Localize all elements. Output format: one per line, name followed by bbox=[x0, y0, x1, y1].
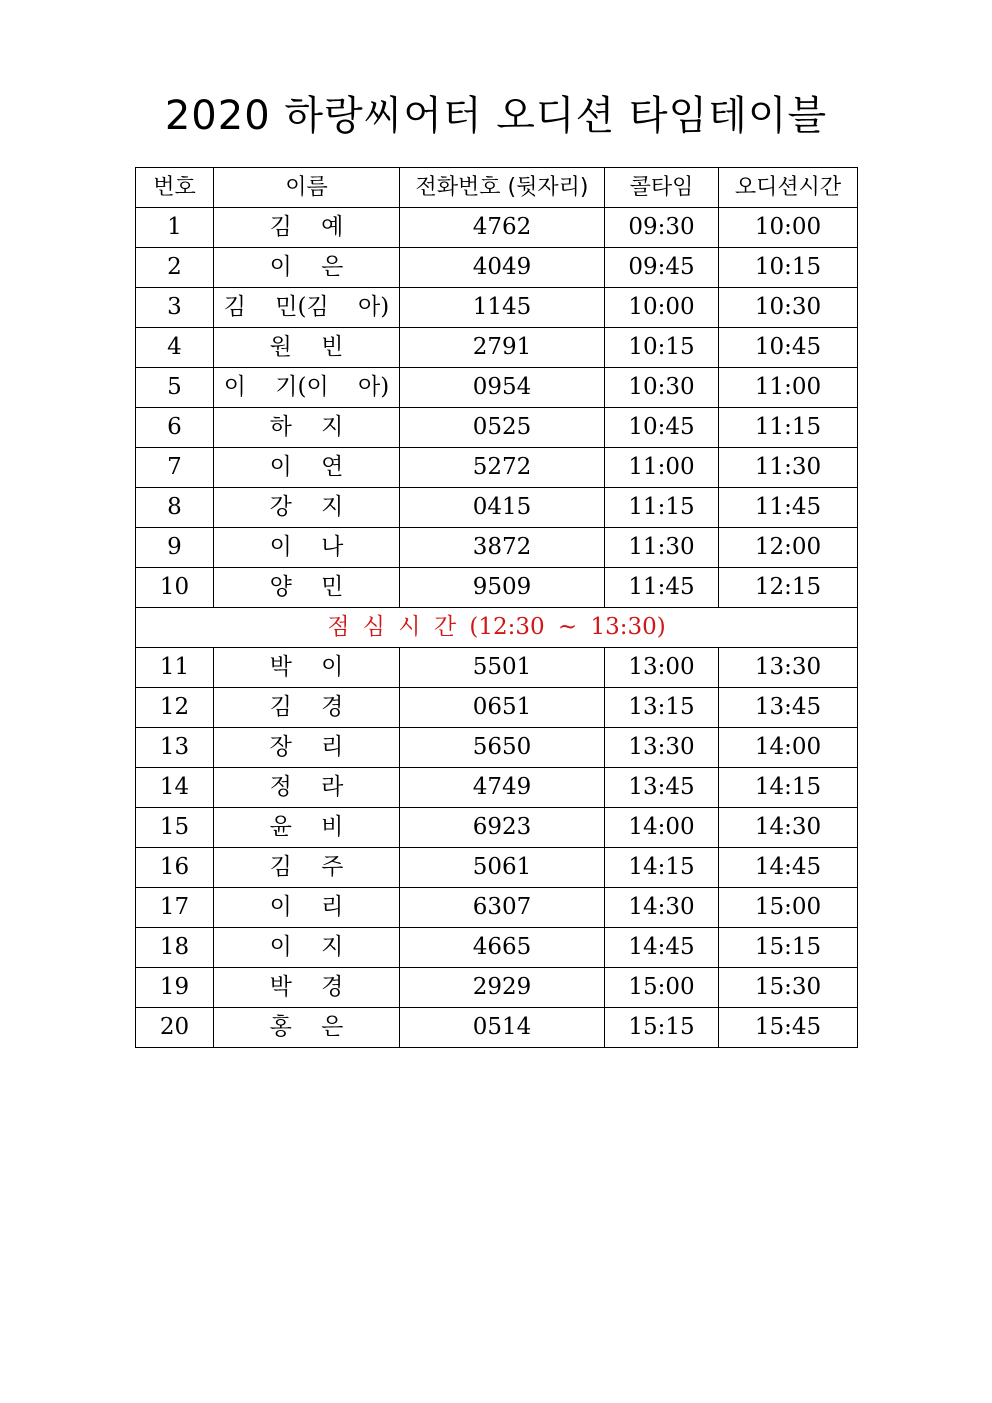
table-row bbox=[136, 208, 858, 248]
row-name: 박 이 bbox=[214, 648, 400, 688]
row-number: 17 bbox=[136, 888, 214, 928]
table-row bbox=[136, 768, 858, 808]
row-call-time: 14:15 bbox=[605, 848, 719, 888]
row-call-time: 09:45 bbox=[605, 248, 719, 288]
table-row bbox=[136, 648, 858, 688]
table-row bbox=[136, 488, 858, 528]
row-audition-time: 14:30 bbox=[719, 808, 858, 848]
row-audition-time: 11:00 bbox=[719, 368, 858, 408]
row-audition-time: 11:30 bbox=[719, 448, 858, 488]
lunch-break-row bbox=[136, 608, 858, 648]
row-call-time: 10:00 bbox=[605, 288, 719, 328]
header-number: 번호 bbox=[136, 168, 214, 208]
row-name: 이 기(이 아) bbox=[214, 368, 400, 408]
row-audition-time: 10:30 bbox=[719, 288, 858, 328]
row-call-time: 15:15 bbox=[605, 1008, 719, 1048]
row-number: 11 bbox=[136, 648, 214, 688]
table-row bbox=[136, 288, 858, 328]
row-call-time: 13:15 bbox=[605, 688, 719, 728]
row-call-time: 11:15 bbox=[605, 488, 719, 528]
row-phone: 0514 bbox=[400, 1008, 605, 1048]
row-number: 15 bbox=[136, 808, 214, 848]
row-number: 7 bbox=[136, 448, 214, 488]
row-number: 6 bbox=[136, 408, 214, 448]
row-phone: 5501 bbox=[400, 648, 605, 688]
row-name: 이 나 bbox=[214, 528, 400, 568]
row-phone: 0651 bbox=[400, 688, 605, 728]
row-call-time: 09:30 bbox=[605, 208, 719, 248]
row-audition-time: 14:15 bbox=[719, 768, 858, 808]
table-row bbox=[136, 448, 858, 488]
row-name: 장 리 bbox=[214, 728, 400, 768]
table-row bbox=[136, 568, 858, 608]
row-phone: 4749 bbox=[400, 768, 605, 808]
lunch-break-label: 점 심 시 간 (12:30 ~ 13:30) bbox=[136, 608, 858, 648]
row-name: 김 민(김 아) bbox=[214, 288, 400, 328]
table-row bbox=[136, 248, 858, 288]
row-call-time: 14:30 bbox=[605, 888, 719, 928]
row-name: 김 예 bbox=[214, 208, 400, 248]
row-call-time: 14:45 bbox=[605, 928, 719, 968]
row-name: 이 리 bbox=[214, 888, 400, 928]
row-phone: 2929 bbox=[400, 968, 605, 1008]
row-name: 김 경 bbox=[214, 688, 400, 728]
row-audition-time: 10:45 bbox=[719, 328, 858, 368]
row-number: 1 bbox=[136, 208, 214, 248]
row-name: 양 민 bbox=[214, 568, 400, 608]
row-number: 18 bbox=[136, 928, 214, 968]
row-name: 정 라 bbox=[214, 768, 400, 808]
row-audition-time: 12:15 bbox=[719, 568, 858, 608]
table-row bbox=[136, 528, 858, 568]
row-call-time: 15:00 bbox=[605, 968, 719, 1008]
row-phone: 4762 bbox=[400, 208, 605, 248]
row-phone: 6923 bbox=[400, 808, 605, 848]
row-name: 강 지 bbox=[214, 488, 400, 528]
row-call-time: 10:30 bbox=[605, 368, 719, 408]
row-number: 8 bbox=[136, 488, 214, 528]
row-call-time: 11:00 bbox=[605, 448, 719, 488]
row-number: 10 bbox=[136, 568, 214, 608]
row-audition-time: 14:45 bbox=[719, 848, 858, 888]
row-number: 9 bbox=[136, 528, 214, 568]
table-row bbox=[136, 808, 858, 848]
table-row bbox=[136, 928, 858, 968]
table-body bbox=[136, 208, 858, 1048]
row-audition-time: 15:30 bbox=[719, 968, 858, 1008]
row-audition-time: 13:30 bbox=[719, 648, 858, 688]
row-audition-time: 10:15 bbox=[719, 248, 858, 288]
row-name: 이 지 bbox=[214, 928, 400, 968]
row-phone: 0954 bbox=[400, 368, 605, 408]
row-number: 12 bbox=[136, 688, 214, 728]
row-name: 홍 은 bbox=[214, 1008, 400, 1048]
table-row bbox=[136, 1008, 858, 1048]
row-name: 윤 비 bbox=[214, 808, 400, 848]
row-phone: 5650 bbox=[400, 728, 605, 768]
row-audition-time: 15:15 bbox=[719, 928, 858, 968]
header-call-time: 콜타임 bbox=[605, 168, 719, 208]
row-phone: 9509 bbox=[400, 568, 605, 608]
row-name: 김 주 bbox=[214, 848, 400, 888]
row-number: 20 bbox=[136, 1008, 214, 1048]
row-phone: 5272 bbox=[400, 448, 605, 488]
row-name: 하 지 bbox=[214, 408, 400, 448]
row-audition-time: 14:00 bbox=[719, 728, 858, 768]
row-audition-time: 11:15 bbox=[719, 408, 858, 448]
row-name: 이 연 bbox=[214, 448, 400, 488]
row-call-time: 13:45 bbox=[605, 768, 719, 808]
table-row bbox=[136, 848, 858, 888]
table-row bbox=[136, 368, 858, 408]
row-name: 박 경 bbox=[214, 968, 400, 1008]
row-call-time: 11:45 bbox=[605, 568, 719, 608]
header-phone: 전화번호 (뒷자리) bbox=[400, 168, 605, 208]
row-number: 13 bbox=[136, 728, 214, 768]
row-audition-time: 15:45 bbox=[719, 1008, 858, 1048]
row-number: 3 bbox=[136, 288, 214, 328]
audition-timetable bbox=[135, 167, 858, 1048]
row-call-time: 13:30 bbox=[605, 728, 719, 768]
row-number: 2 bbox=[136, 248, 214, 288]
table-row bbox=[136, 968, 858, 1008]
row-audition-time: 15:00 bbox=[719, 888, 858, 928]
row-call-time: 11:30 bbox=[605, 528, 719, 568]
row-number: 4 bbox=[136, 328, 214, 368]
row-phone: 2791 bbox=[400, 328, 605, 368]
row-number: 14 bbox=[136, 768, 214, 808]
table-row bbox=[136, 328, 858, 368]
header-row bbox=[136, 168, 858, 208]
row-phone: 0525 bbox=[400, 408, 605, 448]
row-call-time: 10:45 bbox=[605, 408, 719, 448]
row-call-time: 13:00 bbox=[605, 648, 719, 688]
row-number: 19 bbox=[136, 968, 214, 1008]
row-audition-time: 12:00 bbox=[719, 528, 858, 568]
row-phone: 3872 bbox=[400, 528, 605, 568]
page-title: 2020 하랑씨어터 오디션 타임테이블 bbox=[164, 93, 828, 139]
table-row bbox=[136, 728, 858, 768]
header-name: 이름 bbox=[214, 168, 400, 208]
table-row bbox=[136, 888, 858, 928]
table-row bbox=[136, 408, 858, 448]
row-number: 16 bbox=[136, 848, 214, 888]
row-phone: 4049 bbox=[400, 248, 605, 288]
row-phone: 1145 bbox=[400, 288, 605, 328]
row-audition-time: 13:45 bbox=[719, 688, 858, 728]
row-phone: 6307 bbox=[400, 888, 605, 928]
row-call-time: 14:00 bbox=[605, 808, 719, 848]
row-audition-time: 10:00 bbox=[719, 208, 858, 248]
row-phone: 0415 bbox=[400, 488, 605, 528]
row-number: 5 bbox=[136, 368, 214, 408]
row-phone: 4665 bbox=[400, 928, 605, 968]
row-name: 이 은 bbox=[214, 248, 400, 288]
row-call-time: 10:15 bbox=[605, 328, 719, 368]
row-phone: 5061 bbox=[400, 848, 605, 888]
row-audition-time: 11:45 bbox=[719, 488, 858, 528]
header-audition-time: 오디션시간 bbox=[719, 168, 858, 208]
row-name: 원 빈 bbox=[214, 328, 400, 368]
table-row bbox=[136, 688, 858, 728]
